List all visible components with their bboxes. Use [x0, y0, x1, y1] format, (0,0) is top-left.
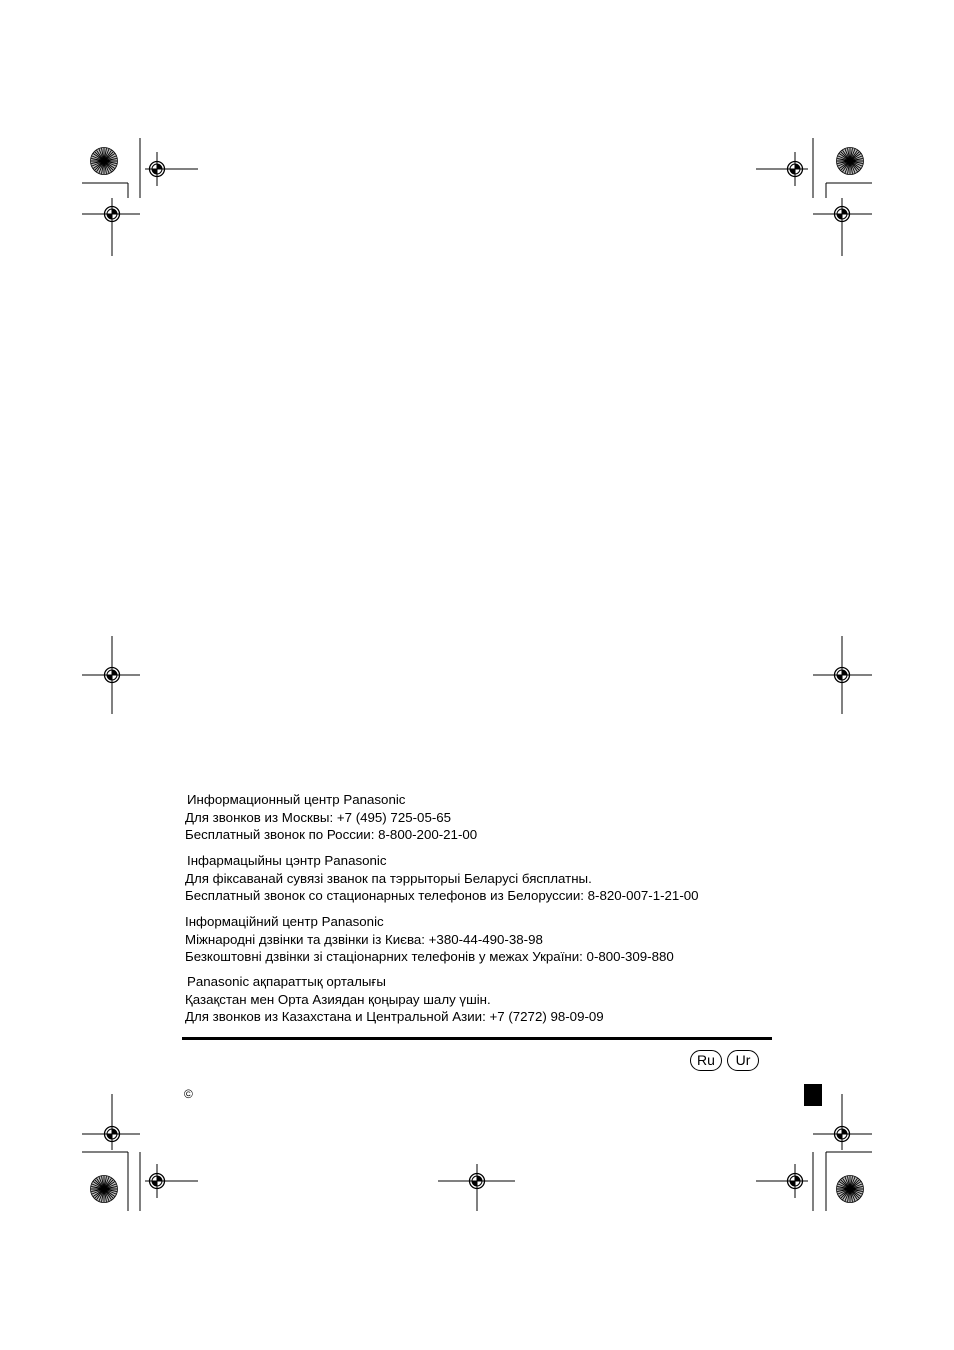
contact-title: Інформаційний центр Panasonic: [185, 914, 384, 929]
language-badge-ur: Ur: [727, 1050, 759, 1071]
contact-block-belarus: [185, 852, 785, 905]
contact-title: Panasonic ақпараттық орталығы: [187, 974, 386, 989]
contact-line: Безкоштовні дзвінки зі стаціонарних телефонів у межах України: 0-800-309-880: [185, 949, 674, 964]
contact-title: Інфармацыйны цэнтр Panasonic: [187, 853, 387, 868]
contact-line: Для фіксаванай сувязі званок па тэррыторыі Беларусі бясплатны.: [185, 870, 592, 886]
contact-line: Қазақстан мен Орта Азиядан қоңырау шалу үшін.: [185, 991, 491, 1007]
copyright-symbol: ©: [184, 1087, 193, 1101]
contact-block-kazakhstan: [185, 973, 785, 1026]
divider-rule: [182, 1037, 772, 1040]
contact-line: Для звонков из Казахстана и Центральной Азии: +7 (7272) 98-09-09: [185, 1009, 604, 1024]
contact-line: Бесплатный звонок со стационарных телефонов из Белоруссии: 8-820-007-1-21-00: [185, 888, 699, 903]
black-index-tab: [804, 1084, 822, 1106]
contact-block-russia: [185, 791, 785, 844]
contact-title: Информационный центр Panasonic: [187, 792, 406, 807]
contact-line: Для звонков из Москвы: +7 (495) 725-05-65: [185, 809, 452, 825]
contact-line: Міжнародні дзвінки та дзвінки із Києва: +380-44-490-38-98: [185, 931, 543, 947]
contact-block-ukraine: [185, 913, 785, 966]
language-badge-ru: Ru: [690, 1050, 722, 1071]
contact-line: Бесплатный звонок по России: 8-800-200-21-00: [185, 827, 478, 842]
